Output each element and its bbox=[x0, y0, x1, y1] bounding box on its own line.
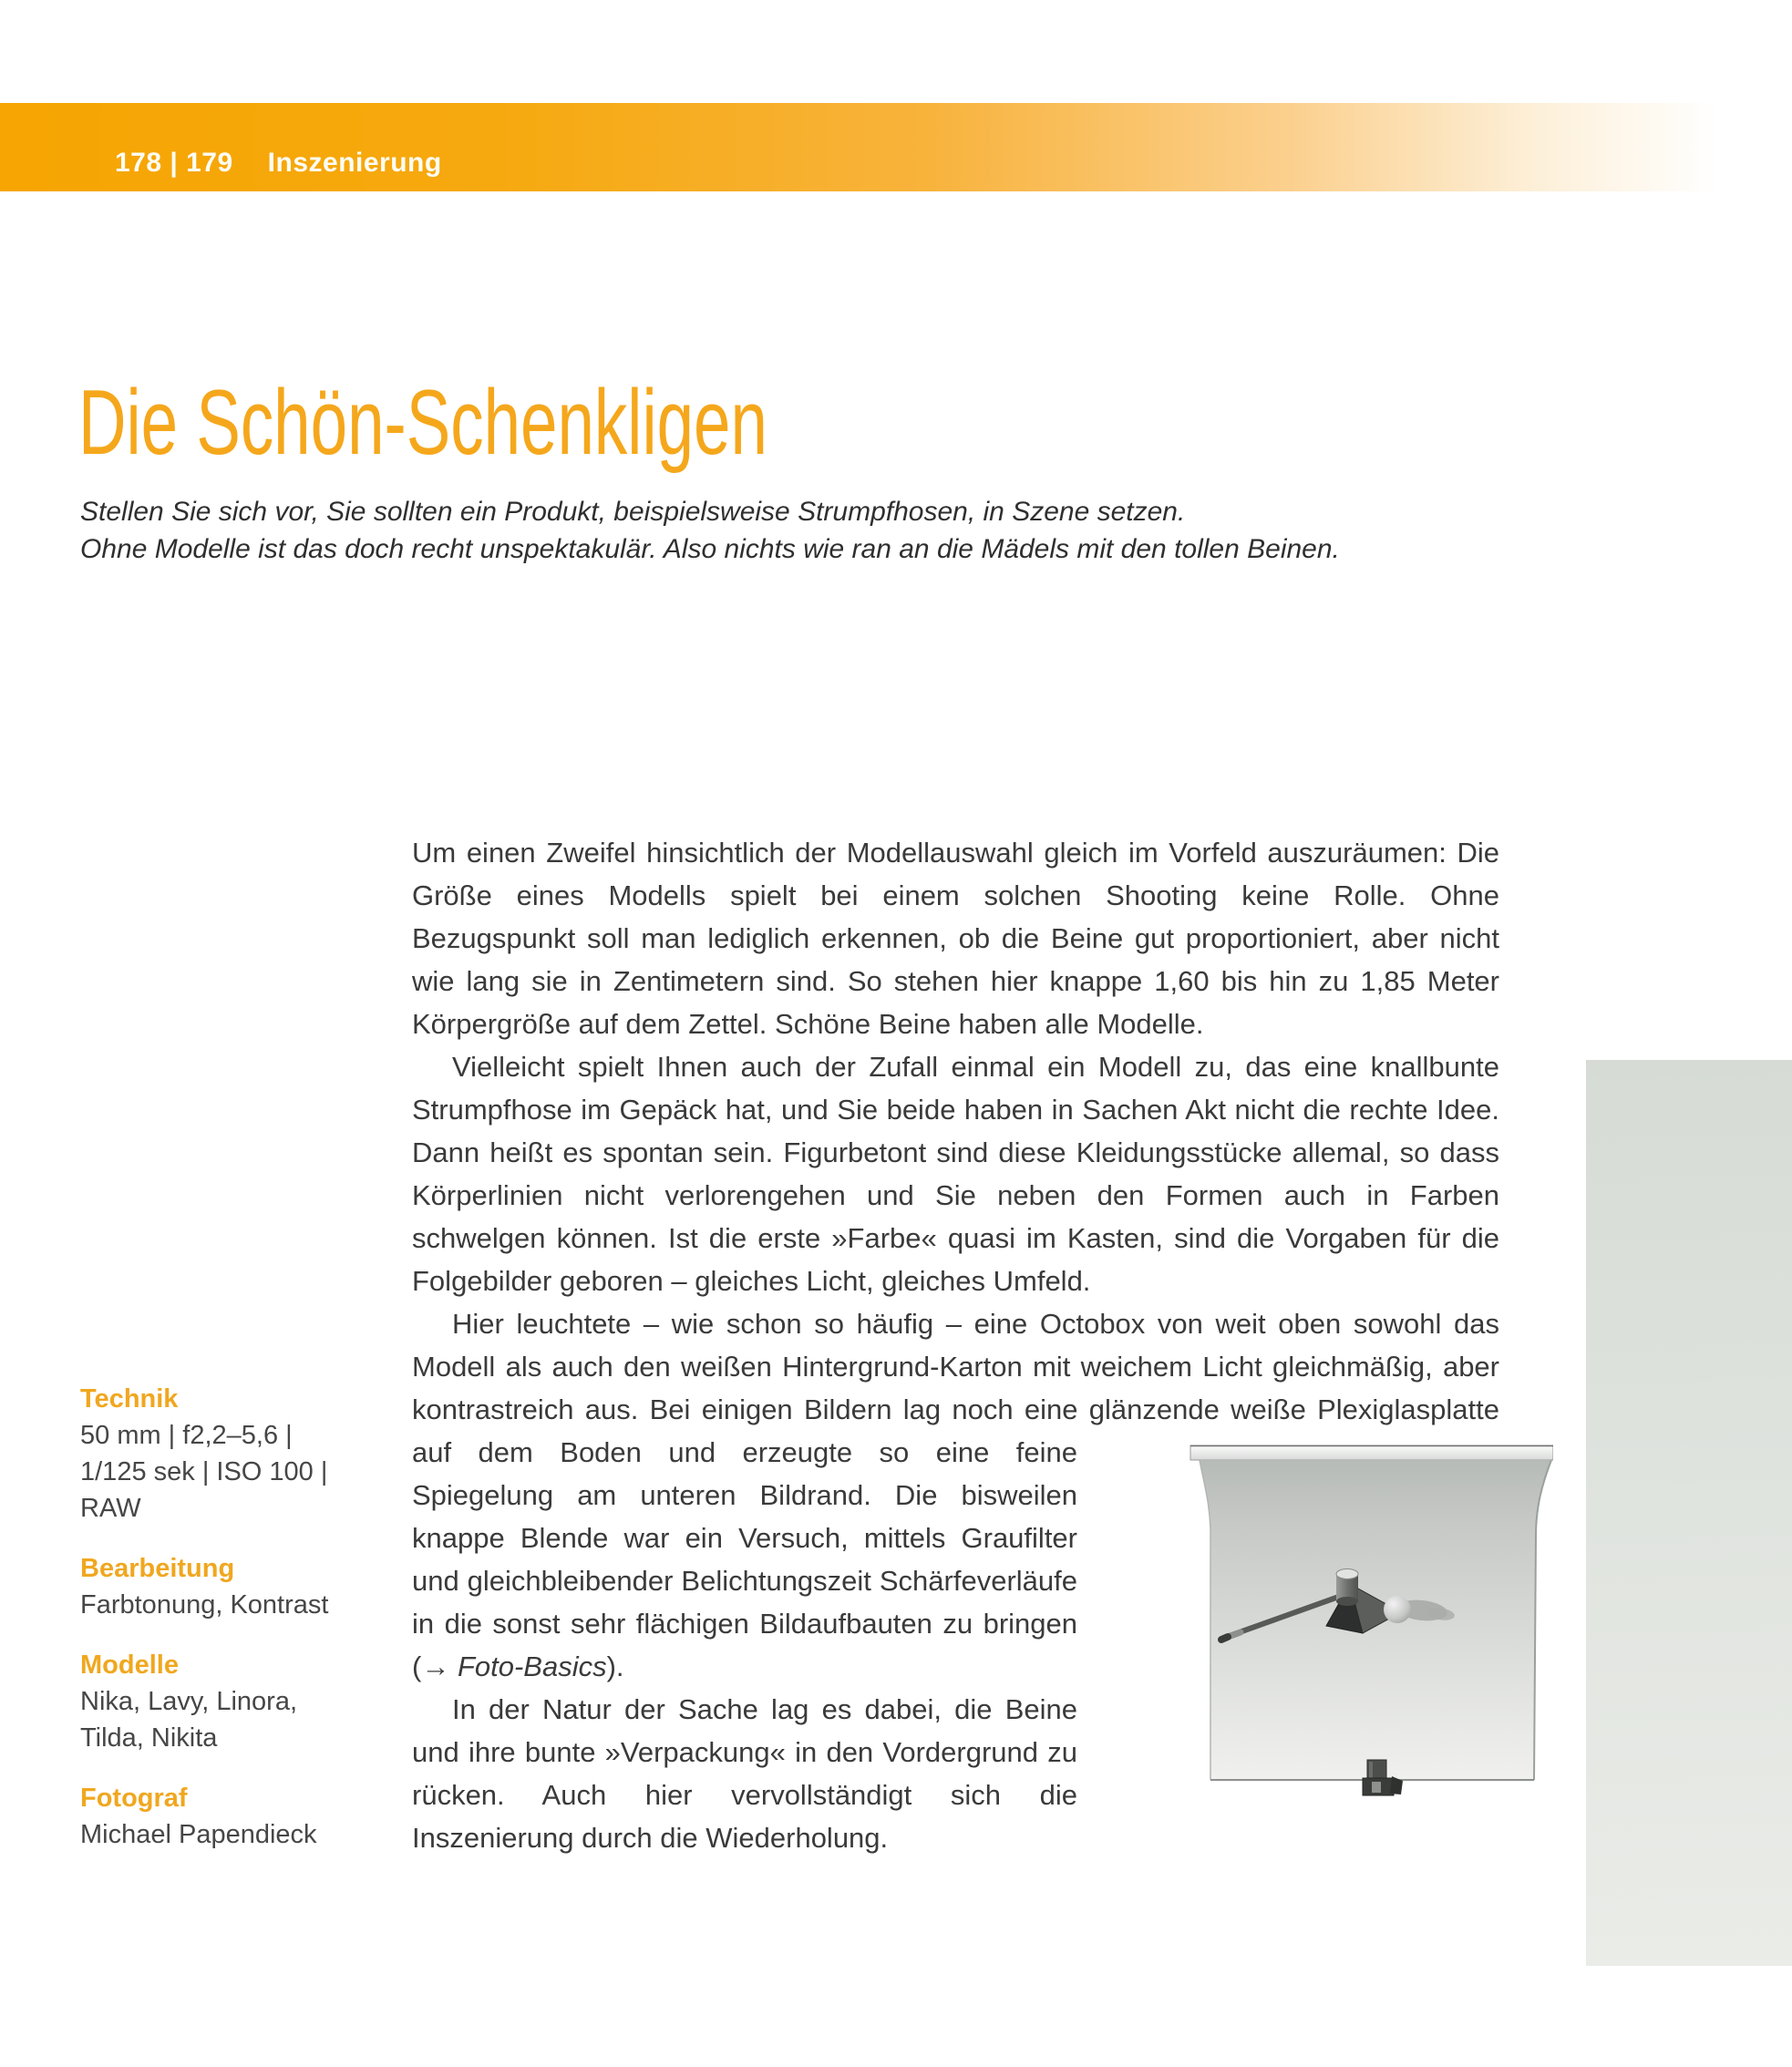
sidebar-line: 1/125 sek | ISO 100 | bbox=[80, 1457, 328, 1486]
body-paragraph-3 bbox=[412, 1302, 1499, 1688]
paragraph-text: Plexiglasplatte auf dem Boden und erzeugte so eine feine Spiegelung am unteren Bildrand. Die bisweilen knappe Blende war ein Versuch, mittels Graufilter und gleichbleibender Belichtungszeit Schärfeverläufe in die sonst sehr flächigen Bildaufbauten zu bringen (→ bbox=[412, 1393, 1499, 1682]
intro-line-2: Ohne Modelle ist das doch recht unspektakulär. Also nichts wie ran an die Mädels mit den tollen Beinen. bbox=[80, 534, 1340, 564]
sidebar-heading: Modelle bbox=[80, 1651, 179, 1680]
page-numbers: 178 | 179 bbox=[115, 148, 233, 178]
body-text-column bbox=[412, 831, 1499, 1859]
right-gray-strip bbox=[1586, 1060, 1792, 1966]
body-paragraph-1 bbox=[412, 831, 1499, 1045]
paragraph-text: Hier leuchtete – wie schon so häufig – eine Octobox von weit oben sowohl das Modell als auch den weißen Hintergrund-Karton mit weichem Licht gleichmäßig, aber kontrastreich aus. Bei einigen Bildern lag noch eine glänzende weiße bbox=[412, 1308, 1499, 1425]
sidebar-line: RAW bbox=[80, 1494, 141, 1523]
sidebar-line: Farbtonung, Kontrast bbox=[80, 1590, 329, 1620]
sidebar-line: Tilda, Nikita bbox=[80, 1723, 218, 1753]
sidebar-line: 50 mm | f2,2–5,6 | bbox=[80, 1421, 293, 1450]
sidebar-heading: Technik bbox=[80, 1384, 179, 1414]
paragraph-text: Vielleicht spielt Ihnen auch der Zufall einmal ein Modell zu, das eine knallbunte Strumpfhose im Gepäck hat, und Sie beide haben in Sachen Akt nicht die rechte Idee. Dann heißt es spontan sein. Figurbetont sind diese Kleidungsstücke allemal, so dass Körperlinien nicht verlorengehen und Sie neben den Formen auch in Farben schwelgen können. Ist die erste »Farbe« quasi im Kasten, sind die Vorgaben für die Folgebilder geboren – gleiches Licht, gleiches Umfeld. bbox=[412, 1051, 1499, 1297]
studio-setup-illustration bbox=[1094, 1431, 1513, 1855]
paragraph-text: In der Natur der Sache lag es dabei, die Beine und ihre bunte »Verpackung« in den Vordergrund zu rücken. Auch hier vervollständigt sich die Inszenierung durch die Wiederholung. bbox=[412, 1693, 1077, 1854]
sidebar-heading: Fotograf bbox=[80, 1784, 188, 1813]
sidebar-line: Michael Papendieck bbox=[80, 1820, 317, 1849]
sidebar-group-modelle bbox=[80, 1647, 381, 1756]
sidebar-group-technik bbox=[80, 1381, 381, 1527]
intro-text bbox=[80, 493, 1356, 568]
header-bar bbox=[0, 103, 1792, 191]
body-paragraph-2 bbox=[412, 1045, 1499, 1302]
sidebar-group-bearbeitung bbox=[80, 1550, 381, 1623]
paragraph-text: ). bbox=[606, 1651, 624, 1682]
sidebar-heading: Bearbeitung bbox=[80, 1554, 235, 1583]
reference-link-text: Foto-Basics bbox=[457, 1651, 607, 1682]
backdrop-rail-icon bbox=[1190, 1445, 1553, 1460]
paragraph-text: Um einen Zweifel hinsichtlich der Modellauswahl gleich im Vorfeld auszuräumen: Die Größe eines Modells spielt bei einem solchen Shooting keine Rolle. Ohne Bezugspunkt soll man lediglich erkennen, ob die Beine gut proportioniert, aber nicht wie lang sie in Zentimetern sind. So stehen hier knappe 1,60 bis hin zu 1,85 Meter Körpergröße auf dem Zettel. Schöne Beine haben alle Modelle. bbox=[412, 837, 1499, 1040]
metadata-sidebar bbox=[80, 1381, 381, 1877]
studio-setup-svg bbox=[1134, 1431, 1553, 1855]
sidebar-line: Nika, Lavy, Linora, bbox=[80, 1687, 298, 1716]
section-title: Inszenierung bbox=[267, 148, 442, 178]
header-text bbox=[0, 103, 1792, 179]
page-title: Die Schön-Schenkligen bbox=[78, 372, 767, 474]
intro-line-1: Stellen Sie sich vor, Sie sollten ein Produkt, beispielsweise Strumpfhosen, in Szene setzen. bbox=[80, 497, 1186, 527]
sidebar-group-fotograf bbox=[80, 1780, 381, 1853]
